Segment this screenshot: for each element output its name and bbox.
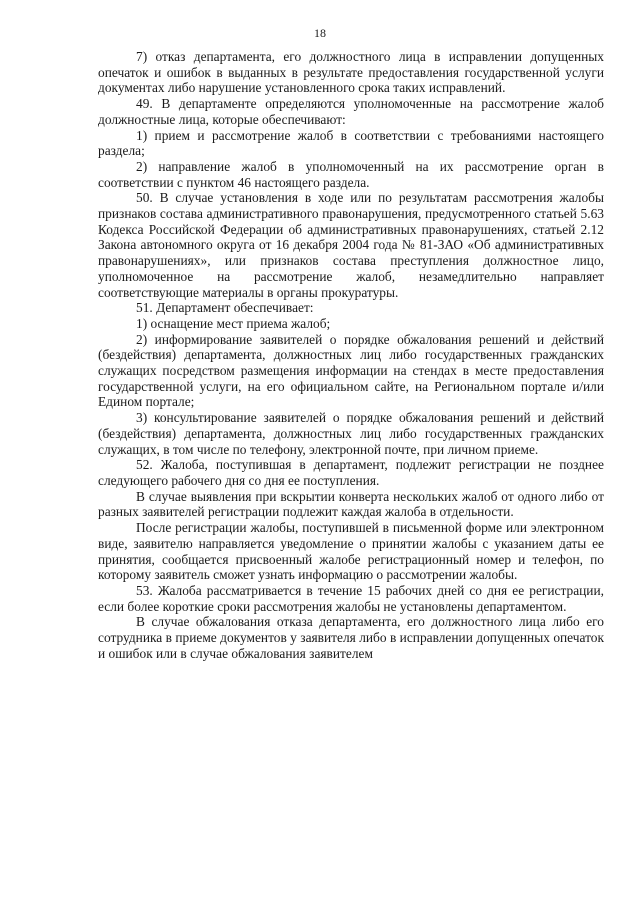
document-body [98, 49, 604, 661]
paragraph: 51. Департамент обеспечивает: [136, 300, 314, 316]
paragraph: 49. В департаменте определяются уполномоченные на рассмотрение жалоб должностные лица, которые обеспечивают: [98, 96, 604, 127]
paragraph: 3) консультирование заявителей о порядке обжалования решений и действий (бездействия) департамента, должностных лиц либо государственных гражданских служащих, в том числе по телефону, электронной почте, при личном приеме. [98, 410, 604, 457]
paragraph: 7) отказ департамента, его должностного лица в исправлении допущенных опечаток и ошибок в выданных в результате предоставления государственной услуги документах либо нарушение установленного срока таких исправлений. [98, 49, 604, 96]
paragraph: 2) направление жалоб в уполномоченный на их рассмотрение орган в соответствии с пунктом 46 настоящего раздела. [98, 158, 604, 190]
paragraph: 1) прием и рассмотрение жалоб в соответствии с требованиями настоящего раздела; [98, 127, 604, 159]
paragraph: 1) оснащение мест приема жалоб; [136, 315, 331, 331]
paragraph: 2) информирование заявителей о порядке обжалования решений и действий (бездействия) департамента, должностных лиц либо государственных гражданских служащих посредством размещения информации на стендах в месте предоставления государственной услуги, на его официальном сайте, на Региональном портале и/или Едином портале; [98, 331, 604, 410]
paragraph: 52. Жалоба, поступившая в департамент, подлежит регистрации не позднее следующего рабочего дня со дня ее поступления. [98, 457, 604, 488]
paragraph: 50. В случае установления в ходе или по результатам рассмотрения жалобы признаков состава административного правонарушения, предусмотренного статьей 5.63 Кодекса Российской Федерации об административных правонарушениях, статьей 2.12 Закона автономного округа от 16 декабря 2004 года № 81-ЗАО «Об административных правонарушениях», или признаков состава преступления должностное лицо, уполномоченное на рассмотрение жалоб, незамедлительно направляет соответствующие материалы в органы прокуратуры. [98, 190, 604, 300]
paragraph: 53. Жалоба рассматривается в течение 15 рабочих дней со дня ее регистрации, если более короткие сроки рассмотрения жалобы не установлены департаментом. [98, 582, 604, 614]
paragraph: В случае обжалования отказа департамента, его должностного лица либо его сотрудника в приеме документов у заявителя либо в исправлении допущенных опечаток и ошибок или в случае обжалования заявителем [98, 614, 604, 661]
paragraph: После регистрации жалобы, поступившей в письменной форме или электронном виде, заявителю направляется уведомление о принятии жалобы с указанием даты ее принятия, сообщается присвоенный жалобе регистрационный номер и телефон, по которому заявитель сможет узнать информацию о рассмотрении жалобы. [98, 520, 604, 583]
page-number: 18 [314, 26, 326, 40]
paragraph: В случае выявления при вскрытии конверта нескольких жалоб от одного либо от разных заявителей регистрации подлежит каждая жалоба в отдельности. [98, 488, 604, 520]
